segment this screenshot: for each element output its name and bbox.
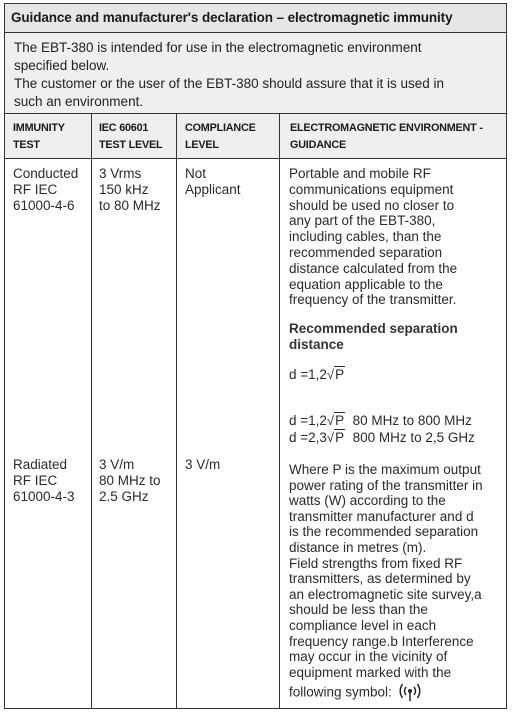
header-test-level: IEC 60601 TEST LEVEL xyxy=(99,122,163,151)
recommended-separation-heading: Recommended separation distance xyxy=(289,321,458,352)
table-title-bar xyxy=(5,4,506,33)
guidance-definitions-paragraph: Where P is the maximum output power rating of the transmitter in watts (W) according to the transmitter manufacturer and d is the recommended separation distance in metres (m). Field strengths from fixed RF transmitters, as determined by an electromagnetic site survey,a should be less than the compliance level in each frequency range.b Interference may occur in the vicinity of equipment marked with the following symbol: xyxy=(289,462,483,706)
intro-block xyxy=(5,33,506,114)
header-compliance-level: COMPLIANCE LEVEL xyxy=(185,122,256,151)
radiated-compliance: 3 V/m xyxy=(185,457,221,472)
intro-line: The EBT-380 is intended for use in the electromagnetic environment xyxy=(14,40,422,55)
header-immunity-test: IMMUNITY TEST xyxy=(13,122,65,151)
conducted-compliance: Not Applicant xyxy=(185,166,241,197)
conducted-test-level: 3 Vrms 150 kHz to 80 MHz xyxy=(99,166,161,213)
emc-declaration-table xyxy=(4,3,507,709)
non-ionizing-radiation-icon xyxy=(395,680,425,706)
radiated-test: Radiated RF IEC 61000-4-3 xyxy=(13,457,75,504)
intro-line: specified below. xyxy=(14,58,110,73)
intro-line: The customer or the user of the EBT-380 should assure that it is used in xyxy=(14,76,444,91)
conducted-test: Conducted RF IEC 61000-4-6 xyxy=(13,166,79,213)
column-divider xyxy=(91,114,92,708)
header-guidance: ELECTROMAGNETIC ENVIRONMENT - GUIDANCE xyxy=(290,122,483,151)
equation-general: d =1,2√P xyxy=(289,367,345,382)
table-title: Guidance and manufacturer's declaration – electromagnetic immunity xyxy=(11,10,453,25)
radiated-test-level: 3 V/m 80 MHz to 2.5 GHz xyxy=(99,457,161,504)
column-divider xyxy=(279,114,280,708)
intro-line: such an environment. xyxy=(14,94,144,109)
equation-80-800mhz: d =1,2√P 80 MHz to 800 MHz xyxy=(289,413,472,428)
equation-800mhz-2-5ghz: d =2,3√P 800 MHz to 2,5 GHz xyxy=(289,430,475,445)
guidance-paragraph: Portable and mobile RF communications equipment should be used no closer to any part of the EBT-380, including cables, than the recommended separation distance calculated from the equation applicable to the frequency of the transmitter. xyxy=(289,166,458,308)
column-divider xyxy=(176,114,177,708)
column-header-row xyxy=(5,114,506,159)
